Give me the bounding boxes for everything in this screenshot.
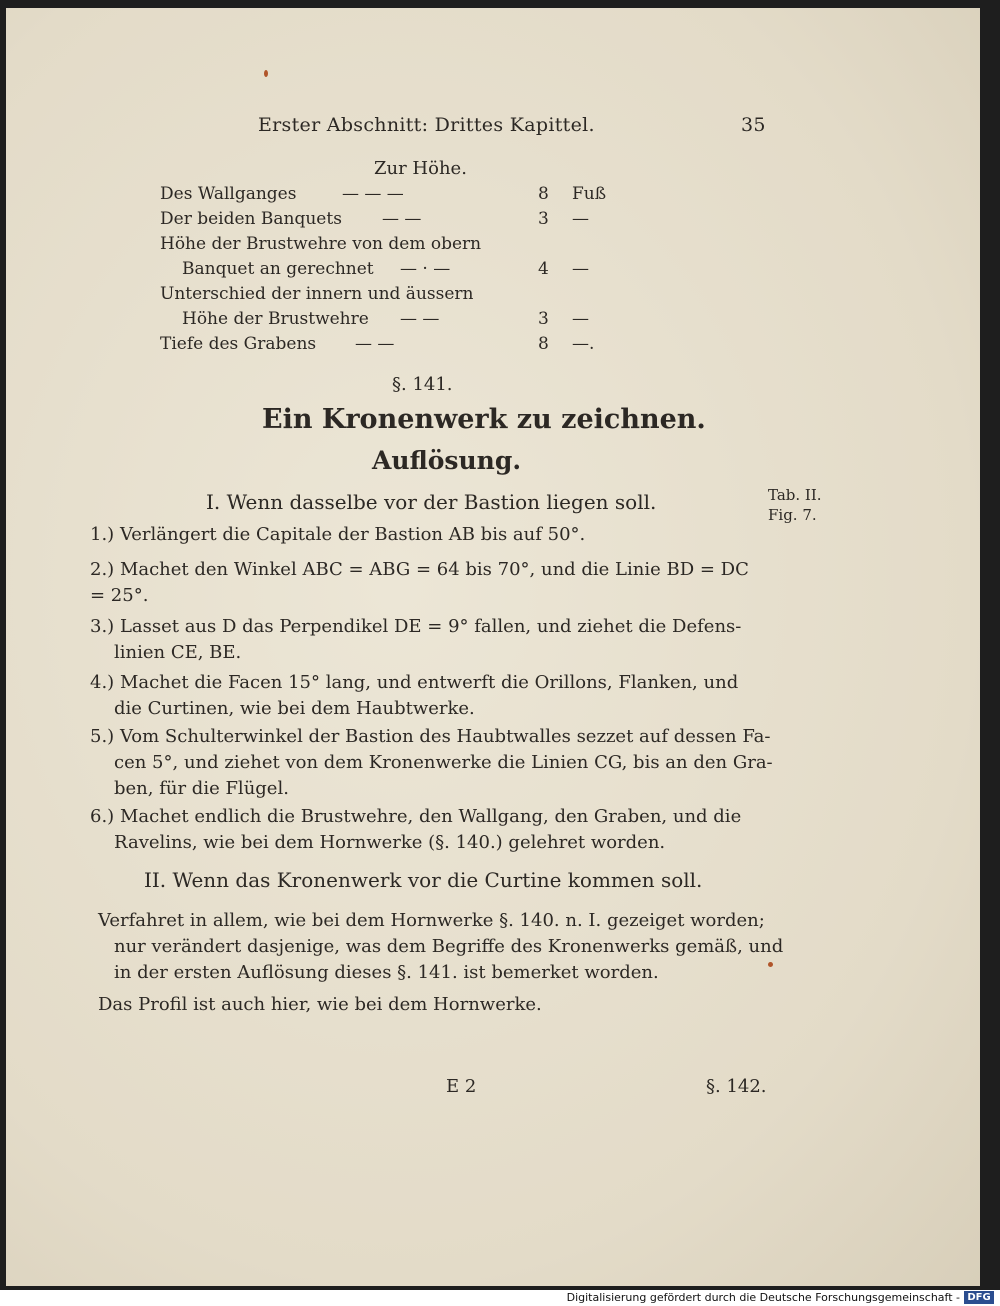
row-label: Unterschied der innern und äussern: [160, 284, 474, 304]
list-item: [90, 670, 738, 722]
item-line: Machet den Winkel ABC = ABG = 64 bis 70°, und die Linie BD = DC: [119, 559, 749, 580]
item-line: Lasset aus D das Perpendikel DE = 9° fallen, und ziehet die Defens-: [119, 616, 742, 637]
row-value: 8: [538, 184, 549, 204]
row-value: 3: [538, 209, 549, 229]
item-number: 3.): [90, 616, 115, 637]
table-row: [160, 334, 605, 358]
list-item: [90, 614, 741, 666]
section-title: Ein Kronenwerk zu zeichnen.: [262, 404, 706, 435]
item-line: Machet endlich die Brustwehre, den Wallgang, den Graben, und die: [119, 806, 742, 827]
scanned-page: [6, 8, 980, 1286]
row-dashes: — · —: [400, 259, 451, 279]
row-dashes: — —: [400, 309, 440, 329]
row-label: Der beiden Banquets: [160, 209, 342, 229]
row-value: 4: [538, 259, 549, 279]
dfg-logo: DFG: [964, 1291, 994, 1304]
row-label: Banquet an gerechnet: [182, 259, 374, 279]
item-line: Vom Schulterwinkel der Bastion des Haubtwalles sezzet auf dessen Fa-: [119, 726, 771, 747]
row-unit: Fuß: [572, 184, 607, 204]
item-number: 1.): [90, 524, 115, 545]
item-line: = 25°.: [90, 585, 149, 606]
ink-stain: [768, 962, 773, 967]
item-number: 2.): [90, 559, 115, 580]
item-number: 6.): [90, 806, 115, 827]
list-item: [90, 724, 773, 802]
section-subtitle: Auflösung.: [372, 446, 522, 475]
row-label: Höhe der Brustwehre: [182, 309, 369, 329]
page-number: 35: [741, 114, 766, 136]
table-row: [160, 284, 605, 308]
row-value: 8: [538, 334, 549, 354]
profile-note: Das Profil ist auch hier, wie bei dem Hornwerke.: [98, 994, 542, 1015]
item-line: die Curtinen, wie bei dem Haubtwerke.: [114, 698, 475, 719]
row-dashes: — —: [382, 209, 422, 229]
section-number: §. 141.: [392, 374, 453, 395]
row-unit: —: [572, 309, 589, 329]
table-row: [160, 309, 605, 333]
paragraph-line: nur verändert dasjenige, was dem Begriffe des Kronenwerks gemäß, und: [114, 936, 784, 957]
paragraph-line: Verfahret in allem, wie bei dem Hornwerke §. 140. n. I. gezeiget worden;: [98, 910, 765, 931]
margin-note-fig: Fig. 7.: [768, 506, 817, 524]
catchword: §. 142.: [706, 1076, 767, 1097]
row-dashes: — — —: [342, 184, 404, 204]
signature-mark: E 2: [446, 1076, 477, 1097]
table-row: [160, 184, 605, 208]
item-line: ben, für die Flügel.: [114, 778, 289, 799]
item-line: cen 5°, und ziehet von dem Kronenwerke die Linien CG, bis an den Gra-: [114, 752, 773, 773]
case-two-paragraph: [98, 908, 783, 986]
table-row: [160, 234, 605, 258]
item-line: linien CE, BE.: [114, 642, 242, 663]
list-item: [90, 557, 749, 609]
row-unit: —.: [572, 334, 595, 354]
digitization-note: Digitalisierung gefördert durch die Deutsche Forschungsgemeinschaft -: [566, 1291, 960, 1304]
table-row: [160, 259, 605, 283]
item-line: Verlängert die Capitale der Bastion AB bis auf 50°.: [119, 524, 586, 545]
row-value: 3: [538, 309, 549, 329]
margin-note-tab: Tab. II.: [768, 486, 822, 504]
running-title: Erster Abschnitt: Drittes Kapittel.: [258, 114, 595, 136]
item-line: Ravelins, wie bei dem Hornwerke (§. 140.) gelehret worden.: [114, 832, 666, 853]
ink-stain: [264, 70, 268, 77]
table-heading: Zur Höhe.: [374, 158, 467, 179]
table-row: [160, 209, 605, 233]
row-label: Des Wallganges: [160, 184, 297, 204]
row-dashes: — —: [355, 334, 395, 354]
row-unit: —: [572, 259, 589, 279]
case-one-heading: I. Wenn dasselbe vor der Bastion liegen soll.: [206, 490, 657, 514]
item-number: 4.): [90, 672, 115, 693]
list-item: [90, 522, 585, 548]
case-two-heading: II. Wenn das Kronenwerk vor die Curtine kommen soll.: [144, 868, 703, 892]
row-unit: —: [572, 209, 589, 229]
row-label: Höhe der Brustwehre von dem obern: [160, 234, 482, 254]
list-item: [90, 804, 741, 856]
row-label: Tiefe des Grabens: [160, 334, 317, 354]
item-line: Machet die Facen 15° lang, und entwerft die Orillons, Flanken, und: [119, 672, 739, 693]
paragraph-line: in der ersten Auflösung dieses §. 141. ist bemerket worden.: [114, 962, 659, 983]
item-number: 5.): [90, 726, 115, 747]
